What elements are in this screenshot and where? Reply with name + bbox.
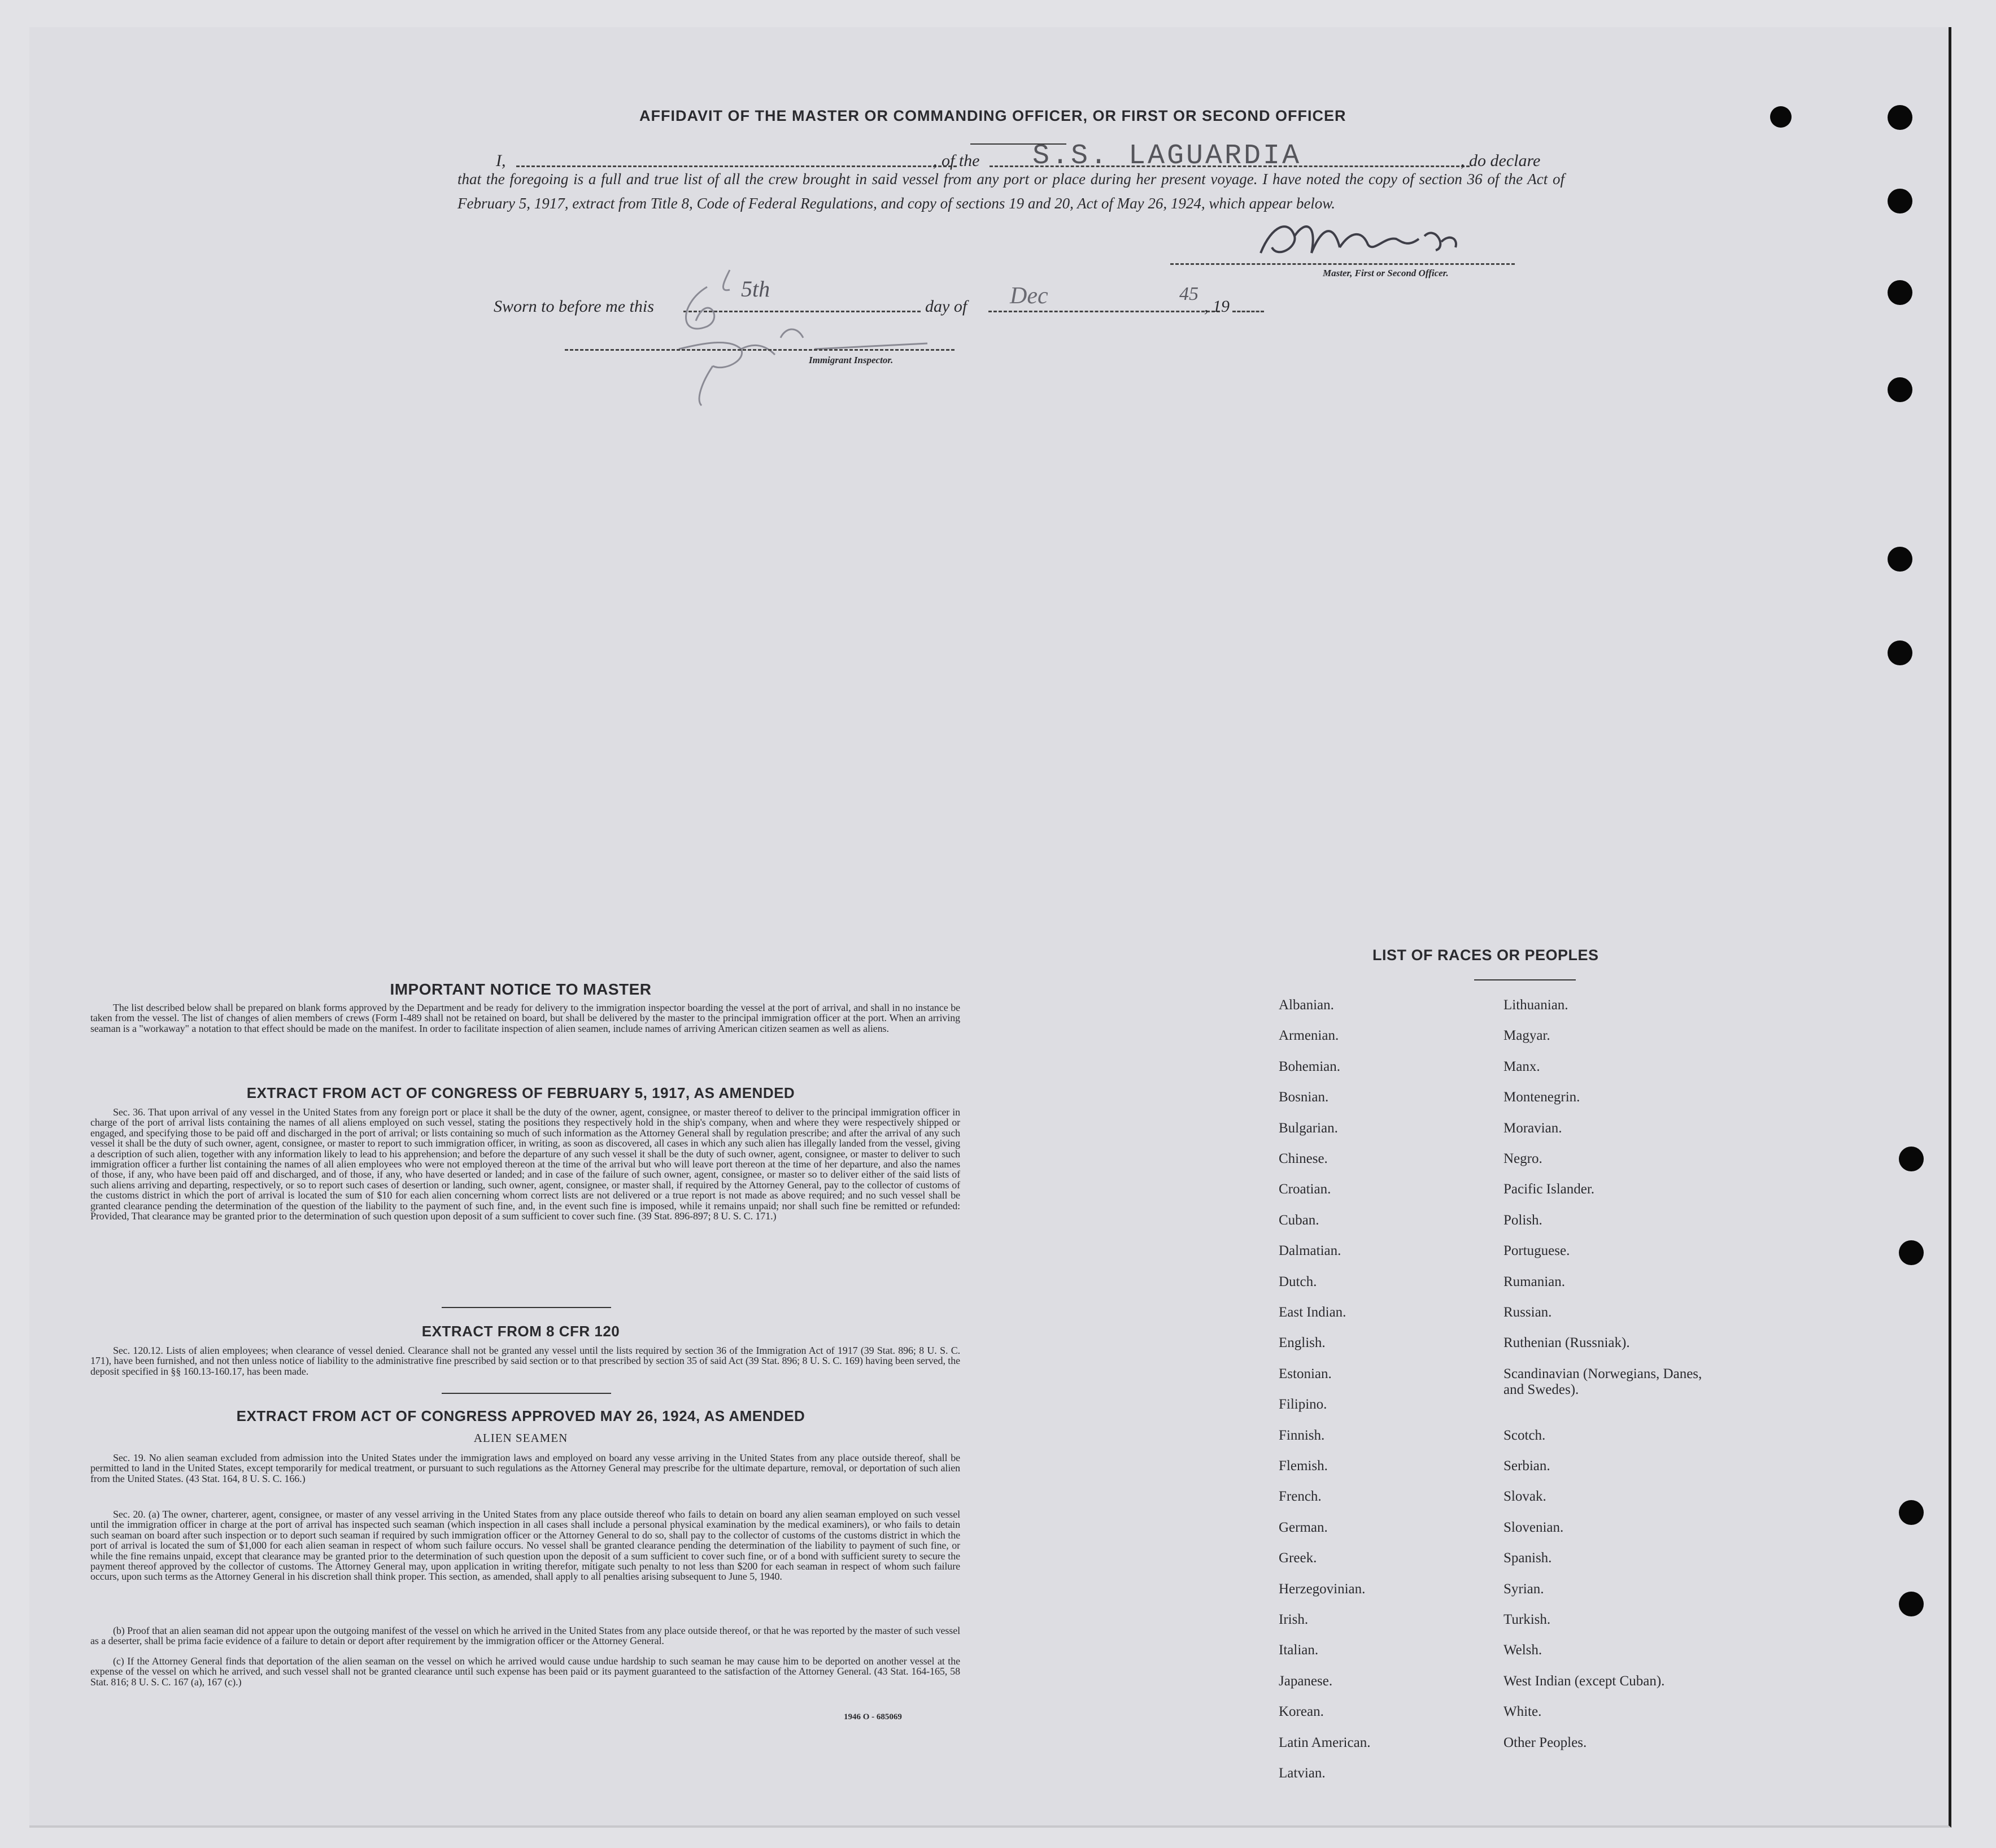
race-item: English. — [1279, 1335, 1326, 1351]
race-item: Polish. — [1503, 1212, 1542, 1228]
section-20c-text: (c) If the Attorney General finds that deportation of the alien seaman on the vessel on which he arrived would cause undue hardship to such seaman he may cause him to be deported on another vessel at the expense of the vessel on which he arrived, and such vessel shall not be granted clearance until such expense has been paid or its payment guaranteed to the satisfaction of the Attorney General. (43 Stat. 164-165, 58 Stat. 816; 8 U. S. C. 167 (a), 167 (c).) — [90, 1655, 960, 1688]
sworn-day-handwritten: 5th — [741, 276, 770, 302]
i-label: I, — [496, 151, 506, 170]
year-prefix: , 19 — [1204, 297, 1230, 316]
divider — [442, 1307, 611, 1308]
race-item: Herzegovinian. — [1279, 1581, 1366, 1597]
race-item: Moravian. — [1503, 1120, 1562, 1136]
race-item: Bulgarian. — [1279, 1120, 1338, 1136]
binder-hole — [1888, 280, 1912, 305]
race-item: Flemish. — [1279, 1458, 1328, 1474]
extract-1917-text: Sec. 36. That upon arrival of any vessel in the United States from any foreign port or place it shall be the duty of the owner, agent, consignee, or master thereof to deliver to the principal immigration officer in charge of the port of arrival lists containing the names of all aliens employed on such vessel, stating the positions they respectively hold in the ship's company, when and where they were respectively shipped or engaged, and specifying those to be paid off and discharged in the port of arrival; or lists containing so much of such information as the Attorney General shall by regulation prescribe; and after the arrival of any such vessel it shall be the duty of such owner, agent, consignee, or master to report to such immigration officer, in writing, as soon as discovered, all cases in which any such alien has illegally landed from the vessel, giving a description of such alien, together with any information likely to lead to his apprehension; and before the departure of any such vessel it shall be the duty of such owner, agent, consignee, or master to deliver to such immigration officer a further list containing the names of all alien employees who were not employed thereon at the time of the arrival but who will leave port thereon at the time of her departure, and also the names of those, if any, who have been paid off and discharged, and of those, if any, who have deserted or landed; and in case of the failure of such owner, agent, consignee, or master so to deliver either of the said lists of such aliens arriving and departing, respectively, or so to report such cases of desertion or landing, such owner, agent, consignee, or master shall, if required by the Attorney General, pay to the collector of customs of the customs district in which the port of arrival is located the sum of $10 for each alien concerning whom correct lists are not delivered or a true report is not made as above required; and no such vessel shall be granted clearance pending the determination of the question of the liability to the payment of such fine, and, in the event such fine is imposed, while it remains unpaid; nor shall such fine be remitted or refunded: Provided, That clearance may be granted prior to the determination of such question upon deposit of a sum sufficient to cover such fine. (39 Stat. 896-897; 8 U. S. C. 171.) — [90, 1106, 960, 1222]
race-item: Italian. — [1279, 1642, 1319, 1658]
section-20a-text: Sec. 20. (a) The owner, charterer, agent, consignee, or master of any vessel arriving in the United States from any place outside thereof who fails to detain on board any alien seaman employed on such vessel until the immigration officer in charge at the port of arrival has inspected such seaman (which inspection in all cases shall include a personal physical examination by the medical examiners), or who fails to detain such seaman on board after such inspection or to deport such seaman if required by such immigration officer or the Attorney General to do so, shall pay to the collector of customs of the customs district in which the port of arrival is located the sum of $1,000 for each alien seaman in respect of whom such failure occurs. No vessel shall be granted clearance pending the determination of the liability to payment of such fine, or while the fine remains unpaid, except that clearance may be granted prior to the determination of such question upon the deposit of a sum sufficient to cover such fine, or of a bond with sufficient surety to secure the payment thereof approved by the collector of customs. The Attorney General may, upon application in writing therefor, mitigate such penalty to not less than $200 for each seaman in respect of whom such failure occurs, upon such terms as the Attorney General in his discretion shall think proper. This section, as amended, shall apply to all penalties arising subsequent to June 5, 1940. — [90, 1509, 960, 1583]
inspector-caption: Immigrant Inspector. — [809, 355, 894, 365]
do-declare-label: , do declare — [1461, 151, 1541, 170]
races-rule — [1474, 979, 1576, 980]
binder-hole — [1770, 106, 1792, 128]
binder-hole — [1888, 547, 1912, 572]
extract-1917-title: EXTRACT FROM ACT OF CONGRESS OF FEBRUARY 5, 1917, AS AMENDED — [246, 1084, 795, 1101]
officer-caption: Master, First or Second Officer. — [1323, 268, 1449, 278]
inspector-signature-line — [565, 349, 955, 351]
race-item: Syrian. — [1503, 1581, 1544, 1597]
race-item: Ruthenian (Russniak). — [1503, 1335, 1630, 1351]
race-item: Russian. — [1503, 1305, 1552, 1320]
race-item: Scandinavian (Norwegians, Danes, and Swedes). — [1503, 1366, 1702, 1397]
race-item: Chinese. — [1279, 1151, 1328, 1166]
affidavit-title: AFFIDAVIT OF THE MASTER OR COMMANDING OFFICER, OR FIRST OR SECOND OFFICER — [639, 107, 1346, 124]
race-item: Bohemian. — [1279, 1058, 1341, 1074]
race-item: Estonian. — [1279, 1366, 1332, 1381]
race-item: Albanian. — [1279, 997, 1334, 1013]
sworn-year-handwritten: 45 — [1179, 284, 1199, 304]
race-item: Montenegrin. — [1503, 1089, 1580, 1105]
officer-signature-line — [1170, 263, 1515, 265]
race-item: German. — [1279, 1519, 1328, 1535]
section-19-text: Sec. 19. No alien seaman excluded from admission into the United States under the immigration laws and employed on board any vesse arriving in the United States from any place outside thereof, shall be permitted to land in the United States, except temporarily for medical treatment, or pursuant to such regulations as the Attorney General may prescribe for the ultimate departure, removal, or deportation of such alien from the United States. (43 Stat. 164, 8 U. S. C. 166.) — [90, 1452, 960, 1484]
sworn-month-line — [988, 311, 1220, 312]
race-item: Greek. — [1279, 1550, 1317, 1566]
race-item: Magyar. — [1503, 1028, 1550, 1044]
binder-hole — [1888, 105, 1912, 130]
race-item: Japanese. — [1279, 1673, 1333, 1689]
binder-hole — [1888, 640, 1912, 665]
sworn-month-handwritten: Dec — [1010, 283, 1048, 309]
vessel-name-stamp: S.S. LAGUARDIA — [1032, 140, 1302, 172]
race-item: Irish. — [1279, 1612, 1309, 1627]
day-of-label: day of — [925, 297, 968, 316]
extract-cfr-title: EXTRACT FROM 8 CFR 120 — [421, 1323, 620, 1340]
alien-seamen-subtitle: ALIEN SEAMEN — [473, 1431, 568, 1445]
race-item: Spanish. — [1503, 1550, 1552, 1566]
race-item: Korean. — [1279, 1704, 1324, 1720]
extract-1924-title: EXTRACT FROM ACT OF CONGRESS APPROVED MAY 26, 1924, AS AMENDED — [236, 1407, 805, 1424]
race-item: Welsh. — [1503, 1642, 1542, 1658]
race-item: Armenian. — [1279, 1028, 1339, 1044]
race-item: Negro. — [1503, 1151, 1542, 1166]
binder-hole — [1888, 377, 1912, 402]
race-item: Croatian. — [1279, 1182, 1331, 1197]
race-item: Latin American. — [1279, 1734, 1371, 1750]
race-item: West Indian (except Cuban). — [1503, 1673, 1665, 1689]
section-20b-text: (b) Proof that an alien seaman did not appear upon the outgoing manifest of the vessel on which he arrived in the United States from any place outside thereof, or that he was reported by the master of such vessel as a deserter, shall be prima facie evidence of a failure to detain or deport after requirement by the immigration officer or the Attorney General. — [90, 1625, 960, 1647]
sworn-label: Sworn to before me this — [494, 297, 654, 316]
binder-hole — [1899, 1500, 1924, 1525]
divider — [442, 1393, 611, 1394]
race-item: Filipino. — [1279, 1397, 1327, 1413]
binder-hole — [1888, 189, 1912, 213]
sworn-year-line — [1232, 311, 1264, 312]
race-item: Slovenian. — [1503, 1519, 1564, 1535]
race-item: Other Peoples. — [1503, 1734, 1587, 1750]
race-item: Dalmatian. — [1279, 1243, 1341, 1259]
race-item: Dutch. — [1279, 1274, 1317, 1289]
race-item: Rumanian. — [1503, 1274, 1566, 1289]
notice-title: IMPORTANT NOTICE TO MASTER — [390, 980, 652, 998]
race-item: Scotch. — [1503, 1427, 1546, 1443]
declaration-text: that the foregoing is a full and true list of all the crew brought in said vessel from any port or place during her present voyage. I have noted the copy of section 36 of the Act of February 5, 1917, extract from Title 8, Code of Federal Regulations, and copy of sections 19 and 20, Act of May 26, 1924, which appear below. — [457, 171, 1564, 212]
race-item: French. — [1279, 1489, 1322, 1505]
print-code: 1946 O - 685069 — [844, 1712, 902, 1721]
manifest-page — [29, 27, 1951, 1828]
binder-hole — [1899, 1592, 1924, 1616]
race-item: White. — [1503, 1704, 1542, 1720]
race-item: Bosnian. — [1279, 1089, 1329, 1105]
race-item: Cuban. — [1279, 1212, 1319, 1228]
binder-hole — [1899, 1240, 1924, 1265]
race-item: Slovak. — [1503, 1489, 1546, 1505]
binder-hole — [1899, 1147, 1924, 1171]
inspector-signature — [645, 259, 939, 428]
race-item: Manx. — [1503, 1058, 1540, 1074]
race-item: Pacific Islander. — [1503, 1182, 1595, 1197]
race-item: Lithuanian. — [1503, 997, 1568, 1013]
extract-cfr-text: Sec. 120.12. Lists of alien employees; when clearance of vessel denied. Clearance shall not be granted any vessel until the lists required by section 36 of the Immigration Act of 1917 (39 Stat. 896; 8 U. S. C. 171), have been furnished, and not then unless notice of liability to the administrative fine prescribed by said section or to that prescribed by section 35 of said Act (39 Stat. 896; 8 U. S. C. 169) having been served, the deposit specified in §§ 160.13-160.17, has been made. — [90, 1345, 960, 1377]
races-title: LIST OF RACES OR PEOPLES — [1372, 947, 1599, 964]
race-item: Finnish. — [1279, 1427, 1325, 1443]
race-item: East Indian. — [1279, 1305, 1346, 1320]
notice-text: The list described below shall be prepared on blank forms approved by the Department and be ready for delivery to the immigration inspector boarding the vessel at the port of arrival, and shall in no instance be taken from the vessel. The list of changes of alien members of crews (Form I-489 shall not be retained on board, but shall be delivered by the master to the principal immigration officer at the port. When an arriving seaman is a "workaway" a notation to that effect should be made on the manifest. In order to facilitate inspection of alien seamen, include names of arriving American citizen seamen as well as aliens. — [90, 1002, 960, 1034]
race-item: Latvian. — [1279, 1766, 1326, 1781]
race-item: Turkish. — [1503, 1612, 1551, 1627]
race-item: Portuguese. — [1503, 1243, 1570, 1259]
of-the-label: , of the — [933, 151, 980, 170]
race-item: Serbian. — [1503, 1458, 1550, 1474]
